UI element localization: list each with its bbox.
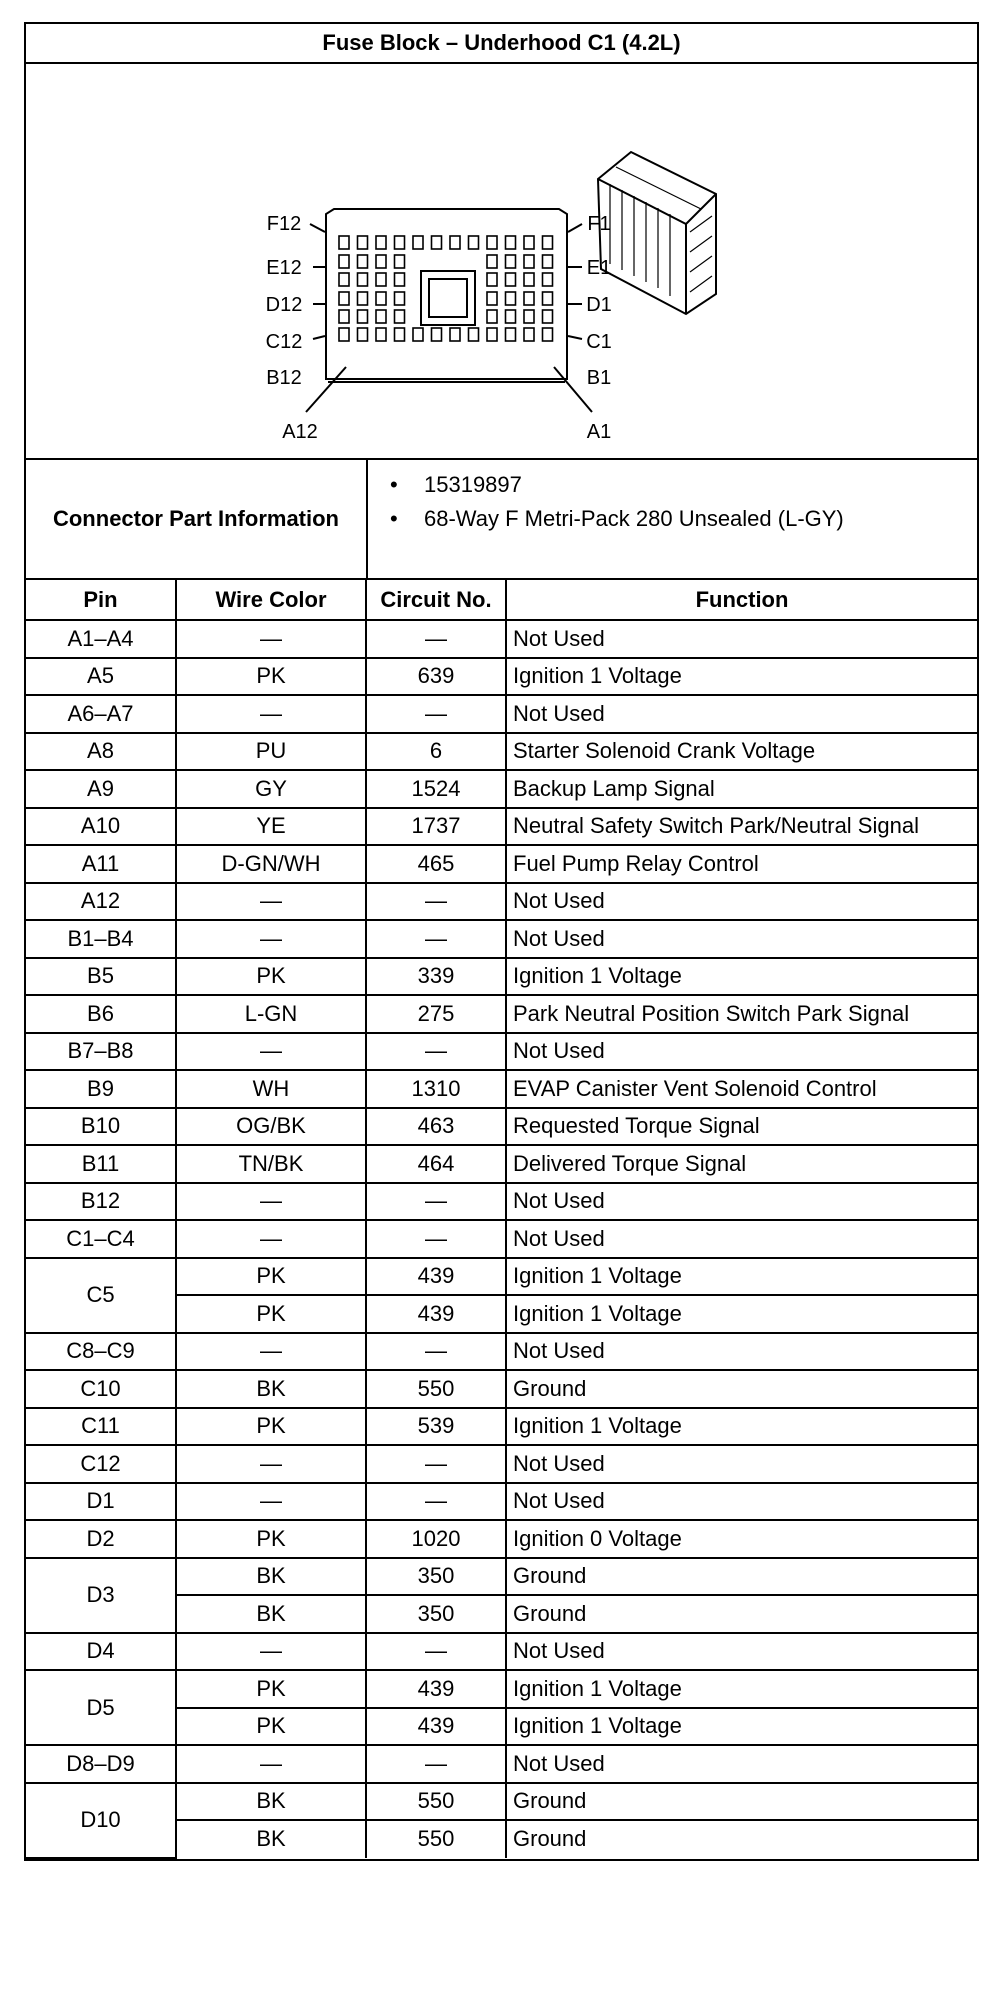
table-row xyxy=(26,1370,977,1408)
pin-cell: C1–C4 xyxy=(26,1220,176,1258)
function-cell: Not Used xyxy=(506,1333,977,1371)
wire-color-cell: PK xyxy=(176,1408,366,1446)
connector-cavity xyxy=(487,328,497,341)
connector-cavity xyxy=(469,236,479,249)
pin-cell: A11 xyxy=(26,845,176,883)
table-row xyxy=(26,1220,977,1258)
function-cell: Ground xyxy=(506,1370,977,1408)
circuit-cell: 439 xyxy=(366,1258,506,1296)
function-cell: Not Used xyxy=(506,1483,977,1521)
table-row xyxy=(26,1145,977,1183)
label-d12: D12 xyxy=(265,294,303,316)
label-a12: A12 xyxy=(282,421,318,443)
circuit-cell: 463 xyxy=(366,1108,506,1146)
circuit-cell: 1310 xyxy=(366,1070,506,1108)
connector-cavity xyxy=(376,273,386,286)
circuit-cell: 550 xyxy=(366,1820,506,1858)
circuit-cell: — xyxy=(366,1745,506,1783)
pin-cell: A8 xyxy=(26,733,176,771)
connector-cavity xyxy=(339,292,349,305)
connector-cavity xyxy=(339,310,349,323)
wire-color-cell: PU xyxy=(176,733,366,771)
circuit-cell: 350 xyxy=(366,1558,506,1596)
wire-color-cell: TN/BK xyxy=(176,1145,366,1183)
wire-color-cell: — xyxy=(176,620,366,658)
connector-cavity xyxy=(376,328,386,341)
connector-cavity xyxy=(543,273,553,286)
circuit-cell: 350 xyxy=(366,1595,506,1633)
function-cell: Ground xyxy=(506,1595,977,1633)
connector-cavity xyxy=(506,273,516,286)
function-cell: Neutral Safety Switch Park/Neutral Signal xyxy=(506,808,977,846)
table-row xyxy=(26,1183,977,1221)
pin-cell: C11 xyxy=(26,1408,176,1446)
function-cell: Ignition 1 Voltage xyxy=(506,1670,977,1708)
connector-cavity xyxy=(487,273,497,286)
circuit-cell: 6 xyxy=(366,733,506,771)
circuit-cell: 550 xyxy=(366,1783,506,1821)
connector-cavity xyxy=(543,310,553,323)
pin-cell: B12 xyxy=(26,1183,176,1221)
connector-description: • 68-Way F Metri-Pack 280 Unsealed (L-GY) xyxy=(368,502,977,536)
connector-face-drawing xyxy=(26,64,977,458)
connector-cavity xyxy=(339,328,349,341)
function-cell: Not Used xyxy=(506,920,977,958)
wire-color-cell: — xyxy=(176,1633,366,1671)
pin-cell: D3 xyxy=(26,1558,176,1633)
connector-cavity xyxy=(376,236,386,249)
table-row xyxy=(26,1408,977,1446)
function-cell: Not Used xyxy=(506,695,977,733)
circuit-cell: — xyxy=(366,1220,506,1258)
label-c1: C1 xyxy=(586,331,612,353)
circuit-cell: 439 xyxy=(366,1708,506,1746)
connector-cavity xyxy=(524,236,534,249)
connector-cavity xyxy=(395,328,405,341)
label-e12: E12 xyxy=(266,257,302,279)
wire-color-cell: D-GN/WH xyxy=(176,845,366,883)
pin-cell: D4 xyxy=(26,1633,176,1671)
circuit-cell: 1020 xyxy=(366,1520,506,1558)
function-cell: Park Neutral Position Switch Park Signal xyxy=(506,995,977,1033)
connector-cavity xyxy=(358,255,368,268)
wire-color-cell: PK xyxy=(176,1670,366,1708)
wire-color-cell: PK xyxy=(176,1295,366,1333)
wire-color-cell: — xyxy=(176,1483,366,1521)
circuit-cell: 539 xyxy=(366,1408,506,1446)
pin-cell: D5 xyxy=(26,1670,176,1745)
wire-color-cell: — xyxy=(176,1445,366,1483)
table-row xyxy=(26,1558,977,1596)
function-cell: Not Used xyxy=(506,1183,977,1221)
wire-color-cell: — xyxy=(176,1333,366,1371)
pin-cell: D1 xyxy=(26,1483,176,1521)
pin-cell: A1–A4 xyxy=(26,620,176,658)
pin-cell: B9 xyxy=(26,1070,176,1108)
connector-cavity xyxy=(376,292,386,305)
table-row xyxy=(26,1258,977,1296)
table-row xyxy=(26,995,977,1033)
wire-color-cell: — xyxy=(176,695,366,733)
pin-cell: D10 xyxy=(26,1783,176,1858)
wire-color-cell: BK xyxy=(176,1783,366,1821)
table-row xyxy=(26,770,977,808)
table-header-row xyxy=(26,580,977,620)
circuit-cell: — xyxy=(366,1033,506,1071)
function-cell: Not Used xyxy=(506,1220,977,1258)
circuit-cell: — xyxy=(366,1633,506,1671)
function-cell: Fuel Pump Relay Control xyxy=(506,845,977,883)
table-row xyxy=(26,733,977,771)
table-row xyxy=(26,1520,977,1558)
table-row xyxy=(26,1483,977,1521)
wire-color-cell: — xyxy=(176,1745,366,1783)
wire-color-cell: PK xyxy=(176,958,366,996)
connector-cavity xyxy=(376,255,386,268)
pin-cell: B5 xyxy=(26,958,176,996)
circuit-cell: — xyxy=(366,1333,506,1371)
sheet-title: Fuse Block – Underhood C1 (4.2L) xyxy=(26,24,977,64)
connector-cavity xyxy=(432,236,442,249)
wire-color-cell: PK xyxy=(176,1520,366,1558)
circuit-cell: — xyxy=(366,1483,506,1521)
function-cell: Not Used xyxy=(506,1633,977,1671)
header-pin: Pin xyxy=(26,580,176,620)
connector-cavity xyxy=(339,273,349,286)
connector-cavity xyxy=(358,273,368,286)
pinout-table xyxy=(26,580,977,1859)
function-cell: EVAP Canister Vent Solenoid Control xyxy=(506,1070,977,1108)
header-function: Function xyxy=(506,580,977,620)
pin-cell: C8–C9 xyxy=(26,1333,176,1371)
pin-cell: D8–D9 xyxy=(26,1745,176,1783)
connector-cavity xyxy=(358,328,368,341)
pin-cell: B10 xyxy=(26,1108,176,1146)
connector-cavity xyxy=(487,292,497,305)
connector-cavity xyxy=(339,255,349,268)
pin-cell: B1–B4 xyxy=(26,920,176,958)
connector-cavity xyxy=(543,255,553,268)
table-row xyxy=(26,845,977,883)
circuit-cell: 439 xyxy=(366,1670,506,1708)
label-b12: B12 xyxy=(266,367,302,389)
connector-cavity xyxy=(506,328,516,341)
function-cell: Ignition 1 Voltage xyxy=(506,1708,977,1746)
connector-cavity xyxy=(395,273,405,286)
function-cell: Not Used xyxy=(506,1745,977,1783)
wire-color-cell: BK xyxy=(176,1370,366,1408)
connector-cavity xyxy=(524,292,534,305)
pin-cell: C12 xyxy=(26,1445,176,1483)
connector-cavity xyxy=(469,328,479,341)
label-b1: B1 xyxy=(586,367,612,389)
wire-color-cell: BK xyxy=(176,1558,366,1596)
circuit-cell: 464 xyxy=(366,1145,506,1183)
pin-cell: C5 xyxy=(26,1258,176,1333)
table-row xyxy=(26,1333,977,1371)
function-cell: Not Used xyxy=(506,620,977,658)
function-cell: Ignition 1 Voltage xyxy=(506,658,977,696)
connector-cavity xyxy=(395,292,405,305)
connector-part-info xyxy=(26,460,977,580)
connector-cavity xyxy=(358,310,368,323)
connector-info-label: Connector Part Information xyxy=(26,460,368,578)
function-cell: Ignition 1 Voltage xyxy=(506,958,977,996)
circuit-cell: — xyxy=(366,1445,506,1483)
header-wire-color: Wire Color xyxy=(176,580,366,620)
circuit-cell: 465 xyxy=(366,845,506,883)
connector-cavity xyxy=(358,236,368,249)
connector-cavity xyxy=(413,328,423,341)
table-row xyxy=(26,883,977,921)
table-row xyxy=(26,958,977,996)
wire-color-cell: YE xyxy=(176,808,366,846)
connector-cavity xyxy=(543,328,553,341)
pin-cell: A5 xyxy=(26,658,176,696)
connector-cavity xyxy=(506,310,516,323)
wire-color-cell: WH xyxy=(176,1070,366,1108)
wire-color-cell: PK xyxy=(176,1708,366,1746)
connector-cavity xyxy=(506,255,516,268)
wire-color-cell: — xyxy=(176,920,366,958)
circuit-cell: — xyxy=(366,1183,506,1221)
wire-color-cell: PK xyxy=(176,1258,366,1296)
circuit-cell: 550 xyxy=(366,1370,506,1408)
table-row xyxy=(26,1783,977,1821)
wire-color-cell: OG/BK xyxy=(176,1108,366,1146)
connector-cavity xyxy=(339,236,349,249)
label-a1: A1 xyxy=(586,421,612,443)
wire-color-cell: L-GN xyxy=(176,995,366,1033)
pin-cell: A9 xyxy=(26,770,176,808)
function-cell: Ignition 0 Voltage xyxy=(506,1520,977,1558)
function-cell: Ignition 1 Voltage xyxy=(506,1408,977,1446)
function-cell: Ground xyxy=(506,1820,977,1858)
connector-cavity xyxy=(543,236,553,249)
pin-cell: D2 xyxy=(26,1520,176,1558)
table-row xyxy=(26,808,977,846)
pin-cell: B6 xyxy=(26,995,176,1033)
function-cell: Ground xyxy=(506,1558,977,1596)
table-row xyxy=(26,620,977,658)
table-row xyxy=(26,1070,977,1108)
connector-cavity xyxy=(395,255,405,268)
circuit-cell: 1737 xyxy=(366,808,506,846)
connector-cavity xyxy=(358,292,368,305)
table-row xyxy=(26,1033,977,1071)
function-cell: Delivered Torque Signal xyxy=(506,1145,977,1183)
circuit-cell: 439 xyxy=(366,1295,506,1333)
table-row xyxy=(26,695,977,733)
function-cell: Ignition 1 Voltage xyxy=(506,1258,977,1296)
connector-cavity xyxy=(487,236,497,249)
connector-cavity xyxy=(395,236,405,249)
table-row xyxy=(26,1108,977,1146)
label-f12: F12 xyxy=(266,213,302,235)
connector-cavity xyxy=(524,255,534,268)
label-c12: C12 xyxy=(265,331,303,353)
connector-cavity xyxy=(524,328,534,341)
connector-cavity xyxy=(506,292,516,305)
label-f1: F1 xyxy=(587,213,611,235)
circuit-cell: — xyxy=(366,620,506,658)
wire-color-cell: — xyxy=(176,1183,366,1221)
table-row xyxy=(26,1670,977,1708)
wire-color-cell: GY xyxy=(176,770,366,808)
connector-sheet xyxy=(24,22,979,1861)
function-cell: Backup Lamp Signal xyxy=(506,770,977,808)
pin-cell: A12 xyxy=(26,883,176,921)
circuit-cell: 1524 xyxy=(366,770,506,808)
pin-cell: C10 xyxy=(26,1370,176,1408)
label-e1: E1 xyxy=(586,257,612,279)
label-d1: D1 xyxy=(586,294,612,316)
circuit-cell: 339 xyxy=(366,958,506,996)
wire-color-cell: — xyxy=(176,1220,366,1258)
connector-cavity xyxy=(450,236,460,249)
wire-color-cell: — xyxy=(176,883,366,921)
connector-diagram xyxy=(26,64,977,460)
table-row xyxy=(26,1633,977,1671)
function-cell: Not Used xyxy=(506,1033,977,1071)
function-cell: Ignition 1 Voltage xyxy=(506,1295,977,1333)
wire-color-cell: BK xyxy=(176,1820,366,1858)
header-circuit-no: Circuit No. xyxy=(366,580,506,620)
connector-cavity xyxy=(432,328,442,341)
connector-info-list xyxy=(368,460,977,578)
connector-cavity xyxy=(395,310,405,323)
part-number: • 15319897 xyxy=(368,468,977,502)
function-cell: Not Used xyxy=(506,883,977,921)
table-row xyxy=(26,920,977,958)
circuit-cell: 275 xyxy=(366,995,506,1033)
connector-cavity xyxy=(524,273,534,286)
function-cell: Starter Solenoid Crank Voltage xyxy=(506,733,977,771)
wire-color-cell: — xyxy=(176,1033,366,1071)
connector-cavity xyxy=(487,255,497,268)
function-cell: Ground xyxy=(506,1783,977,1821)
circuit-cell: — xyxy=(366,920,506,958)
function-cell: Not Used xyxy=(506,1445,977,1483)
circuit-cell: 639 xyxy=(366,658,506,696)
pin-cell: B11 xyxy=(26,1145,176,1183)
circuit-cell: — xyxy=(366,883,506,921)
wire-color-cell: PK xyxy=(176,658,366,696)
wire-color-cell: BK xyxy=(176,1595,366,1633)
table-row xyxy=(26,1445,977,1483)
pin-cell: B7–B8 xyxy=(26,1033,176,1071)
connector-cavity xyxy=(543,292,553,305)
pin-cell: A6–A7 xyxy=(26,695,176,733)
table-row xyxy=(26,658,977,696)
connector-cavity xyxy=(376,310,386,323)
function-cell: Requested Torque Signal xyxy=(506,1108,977,1146)
connector-cavity xyxy=(450,328,460,341)
connector-cavity xyxy=(413,236,423,249)
connector-cavity xyxy=(524,310,534,323)
pinout-table-body xyxy=(26,620,977,1858)
table-row xyxy=(26,1745,977,1783)
pin-cell: A10 xyxy=(26,808,176,846)
connector-cavity xyxy=(506,236,516,249)
connector-cavity xyxy=(487,310,497,323)
circuit-cell: — xyxy=(366,695,506,733)
